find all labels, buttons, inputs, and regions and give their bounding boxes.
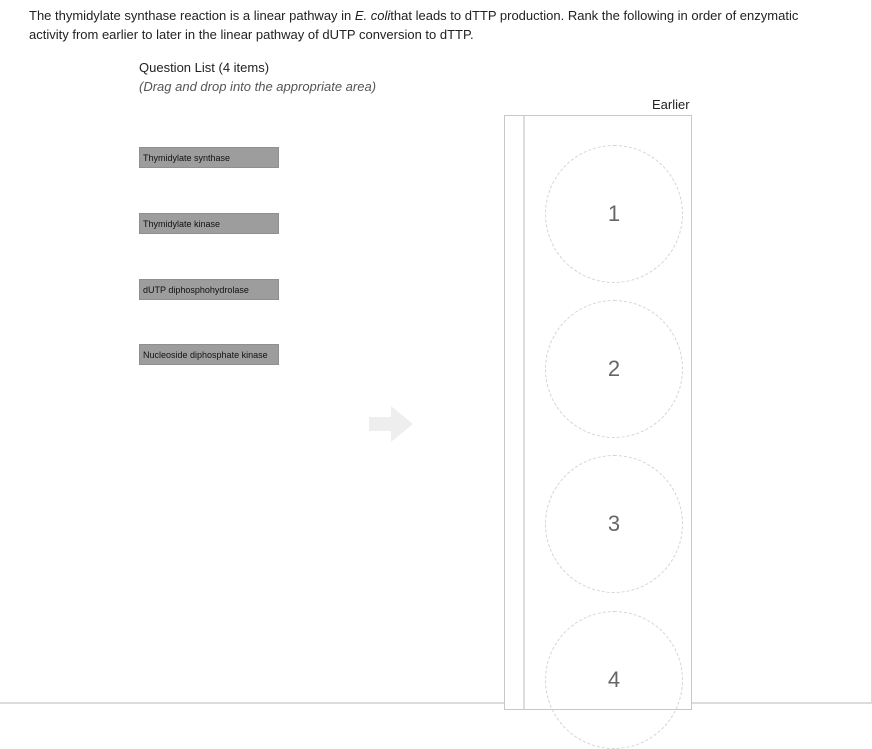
slot-number: 2 xyxy=(607,356,621,381)
prompt-text-before: The thymidylate synthase reaction is a linear pathway in xyxy=(29,8,355,23)
drop-slot-4[interactable] xyxy=(545,611,683,749)
draggable-item-nucleoside-diphosphate-kinase[interactable]: Nucleoside diphosphate kinase xyxy=(139,344,279,365)
prompt-organism: E. coli xyxy=(354,8,391,23)
draggable-item-thymidylate-kinase[interactable]: Thymidylate kinase xyxy=(139,213,279,234)
drop-slot-2[interactable] xyxy=(545,300,683,438)
ranking-track xyxy=(523,116,525,709)
drop-slot-1[interactable] xyxy=(545,145,683,283)
ranking-earlier-label: Earlier xyxy=(652,97,690,112)
slot-number: 4 xyxy=(607,667,621,692)
draggable-item-thymidylate-synthase[interactable]: Thymidylate synthase xyxy=(139,147,279,168)
question-list-instruction: (Drag and drop into the appropriate area) xyxy=(139,79,377,94)
prompt-text-after: that leads to dTTP production. Rank the following in order of enzymatic activity from earlier to later in the linear pathway of dUTP conversion to dTTP. xyxy=(29,8,799,42)
right-arrow-icon xyxy=(369,406,413,442)
question-prompt xyxy=(29,6,839,44)
question-list-title: Question List (4 items) xyxy=(139,60,270,75)
slot-number: 3 xyxy=(607,511,621,536)
draggable-item-dutp-diphosphohydrolase[interactable]: dUTP diphosphohydrolase xyxy=(139,279,279,300)
drop-slot-3[interactable] xyxy=(545,455,683,593)
slot-number: 1 xyxy=(607,201,621,226)
ranking-drop-panel xyxy=(504,115,692,710)
